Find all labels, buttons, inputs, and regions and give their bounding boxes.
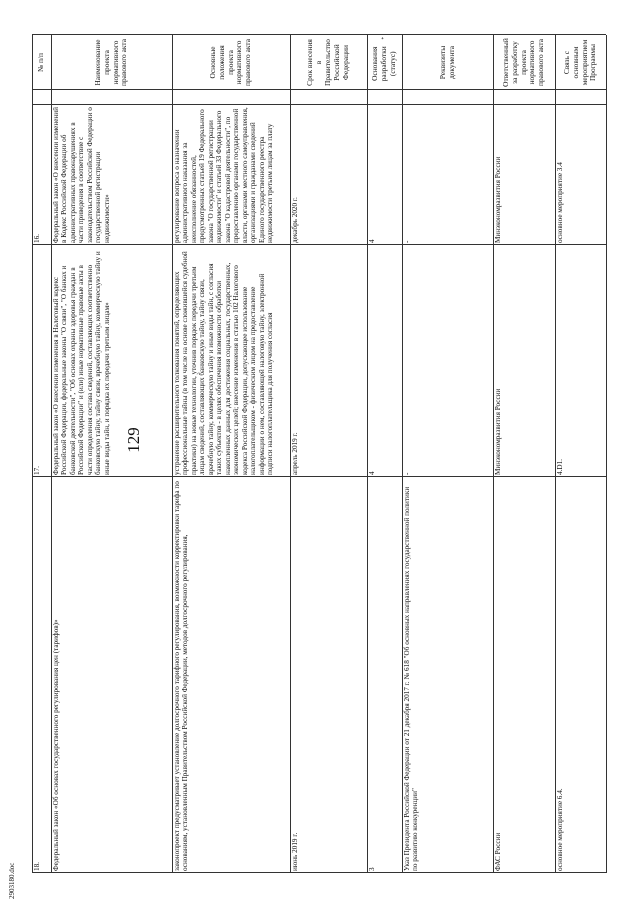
row-17-name: Федеральный закон «О внесении изменения в Налоговый кодекс Российской Федерации, федеральные законы "О связи", "О банках и банковской деятельности", "Об основах охраны здоровья граждан в Российской Федерации" и (или) иные нормативные правовые акты в части определения состава сведений, составляющих соответственно банковскую тайну, тайну связи, врачебную тайну, коммерческую тайну и иные виды тайн, и порядка их передачи третьим лицам»	[52, 251, 111, 475]
header-requisites: Реквизиты документа	[437, 45, 456, 80]
header-num: № п/п	[36, 53, 46, 72]
header-provisions: Основные положения проекта нормативного правового акта	[207, 39, 253, 86]
header-basis	[367, 35, 402, 90]
document-code: 2903180.doc	[8, 862, 16, 899]
header-deadline: Срок внесения в Правительство Российской Федерации	[305, 39, 350, 86]
row-18-requisites: Указ Президента Российской Федерации от 21 декабря 2017 г. № 618 "Об основных направлениях государственной политики по развитию конкуренции"	[403, 486, 420, 871]
row-16-link: основное мероприятие 3.4	[556, 162, 564, 243]
row-18-link: основное мероприятие 6.4.	[556, 788, 564, 871]
row-18-num: 18.	[33, 862, 41, 871]
row-17-requisites: -	[403, 472, 411, 475]
row-17-num: 17.	[33, 466, 41, 475]
row-16-provisions: регулирование вопроса о назначении административного наказания за неисполнение обязанностей, предусмотренных статьей 19 Федерального закона "О государственной регистрации недвижимости" и статьей 33 Федерального закона "О кадастровой деятельности", по предоставлению органами государственной власти, органами местного самоуправления, организациями и гражданами сведений Единого государственного реестра недвижимости третьим лицам за плату	[173, 107, 275, 243]
row-16-deadline: декабрь 2020 г.	[291, 197, 299, 243]
row-17-deadline: апрель 2019 г.	[291, 432, 299, 475]
row-17-link: 4.D1.	[556, 459, 564, 475]
row-16-num: 16.	[33, 234, 41, 243]
grid-line	[606, 35, 607, 873]
row-16-requisites: -	[403, 240, 411, 243]
row-18-deadline: июнь 2019 г.	[291, 832, 299, 871]
page-number: 129	[124, 427, 143, 453]
row-18-name: Федеральный закон «Об основах государственного регулирования цен (тарифов)»	[52, 619, 60, 871]
header-basis-star: *	[381, 37, 387, 40]
row-17-basis: 4	[368, 471, 376, 475]
header-link: Связь с основным мероприятием Программы	[561, 39, 598, 86]
header-responsible: Ответственный за разработку проекта нормативного правового акта	[500, 38, 546, 87]
row-17-responsible: Минэкономразвития России	[494, 388, 502, 475]
header-name: Наименование проекта нормативного правового акта	[92, 39, 129, 86]
header-basis-text: Основания разработки (статус)	[370, 46, 397, 82]
row-18-basis: 3	[368, 867, 376, 871]
row-18-provisions: законопроект предусматривает установление долгосрочного тарифного регулирования, возможности корректировки тарифа по основаниям, установленным Правительством Российской Федерации, методов долгосрочного регулирования,	[173, 481, 190, 871]
row-16-responsible: Минэкономразвития России	[494, 156, 502, 243]
row-16-basis: 4	[368, 239, 376, 243]
row-18-responsible: ФАС России	[494, 832, 502, 871]
row-16-name: Федеральный закон «О внесении изменений в Кодекс Российской Федерации об административных правонарушениях в части приведения в соответствие с законодательством Российской Федерации о государственной регистрации недвижимости»	[52, 107, 111, 243]
row-17-provisions: устранение расширительного толкования понятий, определяющих профессиональные тайны (в том числе на основе сложившейся судебной практики) на новые технологии, уточнив порядок передачи третьим лицам сведений, составляющих банковскую тайну, тайну связи, врачебную тайну, коммерческую тайну и иные виды тайн, с согласия таких субъектов - в целях обеспечения возможности обработки накопленных данных для достижения социальных, государственных, экономических целей; внесение изменения в статью 102 Налогового кодекса Российской Федерации, допускающее использование налогоплательщиком - физическим лицом на предоставление информации о нем, составляющей налоговую тайну, электронной подписи налогоплательщика для получения согласия	[173, 251, 275, 475]
